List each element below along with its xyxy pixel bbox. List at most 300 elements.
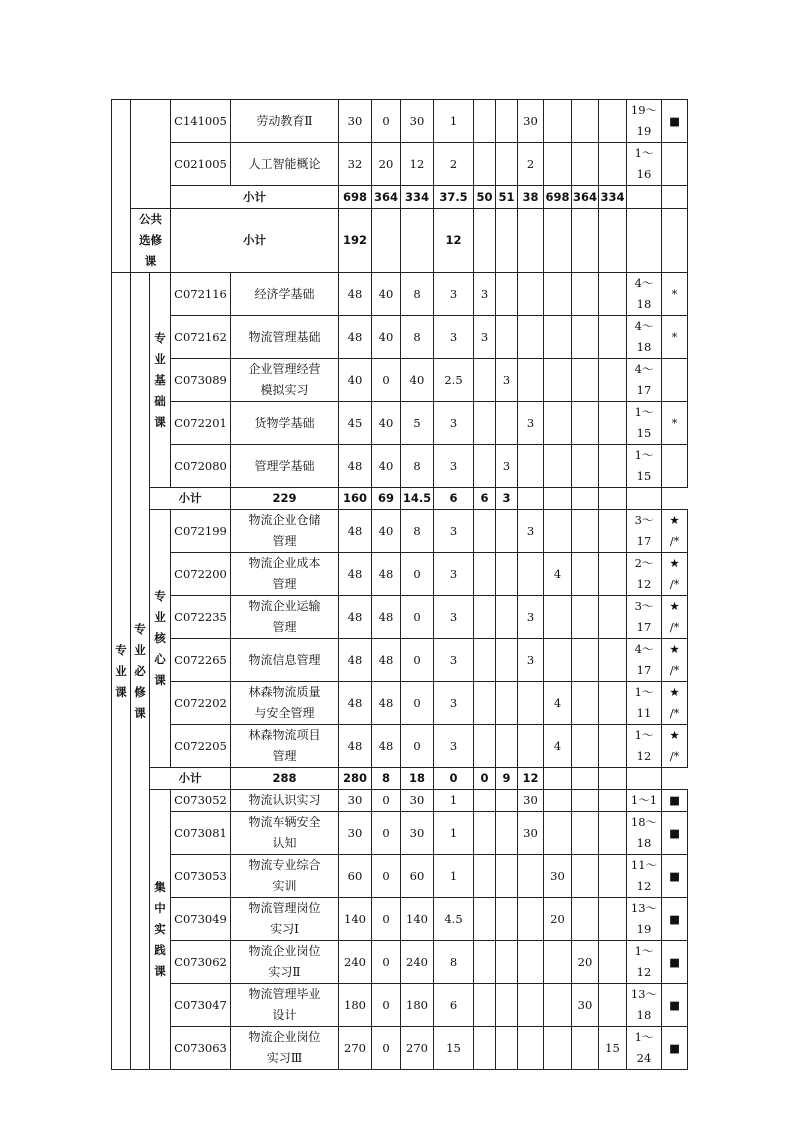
- semester-6-hours: [599, 359, 627, 402]
- semester-5-hours: 30: [572, 984, 599, 1027]
- practice-hours: 0: [401, 639, 434, 682]
- semester-4-hours: [544, 941, 572, 984]
- semester-4-hours: [544, 639, 572, 682]
- week-range: 1～1: [627, 790, 662, 812]
- semester-3-hours: [518, 682, 544, 725]
- remark: ★ /*: [662, 553, 688, 596]
- semester-3-hours: [518, 445, 544, 488]
- course-name: 物流企业成本 管理: [231, 553, 339, 596]
- semester-1-hours: [474, 639, 496, 682]
- semester-3-hours: [518, 316, 544, 359]
- table-row: [112, 984, 688, 1027]
- course-code: C072205: [171, 725, 231, 768]
- week-range: 3～ 17: [627, 510, 662, 553]
- semester-6-hours: [599, 984, 627, 1027]
- semester-3-hours: [518, 855, 544, 898]
- week-range: 1～ 11: [627, 682, 662, 725]
- course-code: C073053: [171, 855, 231, 898]
- practice-hours: 180: [401, 984, 434, 1027]
- semester-2-hours: [496, 941, 518, 984]
- semester-4-hours: [544, 359, 572, 402]
- course-code: C073062: [171, 941, 231, 984]
- semester-4-hours: 20: [544, 898, 572, 941]
- semester-1-hours: [474, 790, 496, 812]
- semester-1-hours: [474, 725, 496, 768]
- total-hours: 30: [339, 790, 372, 812]
- course-code: C072199: [171, 510, 231, 553]
- table-row: [112, 898, 688, 941]
- semester-5-hours: [572, 682, 599, 725]
- table-row: [112, 100, 688, 143]
- group-practice: 集 中 实 践 课: [150, 790, 171, 1070]
- semester-1-hours: [474, 100, 496, 143]
- remark: ■: [662, 790, 688, 812]
- credits: 3: [434, 596, 474, 639]
- total-hours: 48: [339, 445, 372, 488]
- semester-2-hours: [496, 725, 518, 768]
- total-hours: 60: [339, 855, 372, 898]
- elective-subtotal-s1: [474, 209, 496, 273]
- semester-6-hours: [599, 855, 627, 898]
- semester-4-hours: [544, 402, 572, 445]
- table-row: [112, 402, 688, 445]
- total-hours: 48: [339, 273, 372, 316]
- semester-4-hours: [544, 812, 572, 855]
- remark: *: [662, 316, 688, 359]
- semester-6-hours: [599, 941, 627, 984]
- semester-6-hours: [599, 273, 627, 316]
- theory-hours: 40: [372, 402, 401, 445]
- semester-5-hours: [572, 725, 599, 768]
- semester-3-hours: [518, 273, 544, 316]
- week-range: 1～ 12: [627, 941, 662, 984]
- course-name: 物流管理毕业 设计: [231, 984, 339, 1027]
- course-code: C073052: [171, 790, 231, 812]
- core-subtotal-label: 小计: [150, 768, 231, 790]
- semester-4-hours: [544, 596, 572, 639]
- remark: ★ /*: [662, 596, 688, 639]
- practice-hours: 5: [401, 402, 434, 445]
- practice-hours: 60: [401, 855, 434, 898]
- semester-5-hours: [572, 812, 599, 855]
- semester-6-hours: [599, 596, 627, 639]
- elective-subtotal-s5: [572, 209, 599, 273]
- theory-hours: 0: [372, 941, 401, 984]
- remark: [662, 143, 688, 186]
- core-subtotal-s4: 12: [518, 768, 544, 790]
- semester-2-hours: [496, 639, 518, 682]
- semester-1-hours: [474, 682, 496, 725]
- remark: ★ /*: [662, 639, 688, 682]
- semester-2-hours: [496, 984, 518, 1027]
- credits: 15: [434, 1027, 474, 1070]
- elective-subtotal-remark: [662, 209, 688, 273]
- week-range: 1～ 15: [627, 445, 662, 488]
- core-subtotal-s5: [544, 768, 572, 790]
- basic-subtotal-s1: 6: [434, 488, 474, 510]
- course-code: C072265: [171, 639, 231, 682]
- week-range: 19～ 19: [627, 100, 662, 143]
- semester-5-hours: [572, 273, 599, 316]
- total-hours: 30: [339, 100, 372, 143]
- semester-2-hours: [496, 898, 518, 941]
- course-code: C072162: [171, 316, 231, 359]
- total-hours: 270: [339, 1027, 372, 1070]
- semester-2-hours: [496, 100, 518, 143]
- course-code: C072116: [171, 273, 231, 316]
- course-code: C072200: [171, 553, 231, 596]
- semester-4-hours: [544, 510, 572, 553]
- week-range: 1～ 16: [627, 143, 662, 186]
- table-row: [112, 359, 688, 402]
- theory-hours: 48: [372, 682, 401, 725]
- week-range: 4～ 17: [627, 639, 662, 682]
- elective-subtotal-practice: [401, 209, 434, 273]
- credits: 1: [434, 100, 474, 143]
- table-row: [112, 790, 688, 812]
- semester-3-hours: [518, 1027, 544, 1070]
- theory-hours: 0: [372, 855, 401, 898]
- course-name: 物流信息管理: [231, 639, 339, 682]
- core-subtotal-credits: 18: [401, 768, 434, 790]
- basic-subtotal-s5: [544, 488, 572, 510]
- semester-6-hours: [599, 445, 627, 488]
- semester-6-hours: [599, 682, 627, 725]
- theory-hours: 0: [372, 984, 401, 1027]
- public-subtotal-s5: 364: [572, 186, 599, 209]
- course-name: 物流企业运输 管理: [231, 596, 339, 639]
- credits: 3: [434, 273, 474, 316]
- credits: 3: [434, 402, 474, 445]
- theory-hours: 20: [372, 143, 401, 186]
- course-name: 企业管理经营 模拟实习: [231, 359, 339, 402]
- basic-subtotal-credits: 14.5: [401, 488, 434, 510]
- semester-4-hours: 4: [544, 682, 572, 725]
- semester-6-hours: [599, 143, 627, 186]
- course-code: C072201: [171, 402, 231, 445]
- course-name: 劳动教育Ⅱ: [231, 100, 339, 143]
- week-range: 1～ 15: [627, 402, 662, 445]
- course-code: C073047: [171, 984, 231, 1027]
- remark: ■: [662, 100, 688, 143]
- credits: 8: [434, 941, 474, 984]
- practice-hours: 0: [401, 725, 434, 768]
- group-major-basic: 专 业 基 础 课: [150, 273, 171, 488]
- table-row: [112, 855, 688, 898]
- semester-1-hours: 3: [474, 273, 496, 316]
- practice-hours: 0: [401, 553, 434, 596]
- practice-hours: 140: [401, 898, 434, 941]
- semester-4-hours: [544, 790, 572, 812]
- basic-subtotal-practice: 69: [372, 488, 401, 510]
- theory-hours: 0: [372, 812, 401, 855]
- course-name: 物流专业综合 实训: [231, 855, 339, 898]
- week-range: 4～ 18: [627, 273, 662, 316]
- practice-hours: 30: [401, 790, 434, 812]
- practice-hours: 8: [401, 510, 434, 553]
- remark: ■: [662, 1027, 688, 1070]
- theory-hours: 0: [372, 790, 401, 812]
- practice-hours: 30: [401, 812, 434, 855]
- week-range: 4～ 18: [627, 316, 662, 359]
- table-row: [112, 143, 688, 186]
- semester-4-hours: [544, 984, 572, 1027]
- theory-hours: 48: [372, 596, 401, 639]
- core-subtotal-s1: 0: [434, 768, 474, 790]
- week-range: 18～ 18: [627, 812, 662, 855]
- remark: ■: [662, 898, 688, 941]
- semester-6-hours: [599, 790, 627, 812]
- remark: [662, 359, 688, 402]
- semester-5-hours: [572, 790, 599, 812]
- semester-5-hours: [572, 510, 599, 553]
- total-hours: 48: [339, 316, 372, 359]
- semester-6-hours: [599, 725, 627, 768]
- semester-4-hours: [544, 316, 572, 359]
- credits: 6: [434, 984, 474, 1027]
- remark: ■: [662, 812, 688, 855]
- credits: 3: [434, 639, 474, 682]
- total-hours: 48: [339, 725, 372, 768]
- theory-hours: 40: [372, 445, 401, 488]
- credits: 2.5: [434, 359, 474, 402]
- category-major: 专 业 课: [112, 273, 131, 1070]
- group-major-core: 专 业 核 心 课: [150, 510, 171, 768]
- basic-subtotal-label: 小计: [150, 488, 231, 510]
- semester-3-hours: [518, 553, 544, 596]
- theory-hours: 40: [372, 273, 401, 316]
- core-subtotal-weeks: [599, 768, 627, 790]
- semester-1-hours: [474, 1027, 496, 1070]
- core-subtotal-s3: 9: [496, 768, 518, 790]
- credits: 3: [434, 510, 474, 553]
- semester-4-hours: 30: [544, 855, 572, 898]
- table-row: [112, 273, 688, 316]
- semester-2-hours: [496, 812, 518, 855]
- semester-2-hours: [496, 402, 518, 445]
- elective-subtotal-theory: [372, 209, 401, 273]
- week-range: 13～ 18: [627, 984, 662, 1027]
- public-subtotal-weeks: [627, 186, 662, 209]
- semester-4-hours: [544, 1027, 572, 1070]
- elective-subtotal-credits: 12: [434, 209, 474, 273]
- semester-2-hours: [496, 596, 518, 639]
- course-name: 林森物流质量 与安全管理: [231, 682, 339, 725]
- course-name: 经济学基础: [231, 273, 339, 316]
- semester-5-hours: [572, 596, 599, 639]
- semester-4-hours: [544, 143, 572, 186]
- semester-3-hours: [518, 725, 544, 768]
- total-hours: 40: [339, 359, 372, 402]
- semester-1-hours: [474, 143, 496, 186]
- table-row: [112, 682, 688, 725]
- category-public-blank: [112, 100, 131, 273]
- theory-hours: 48: [372, 553, 401, 596]
- credits: 3: [434, 725, 474, 768]
- basic-subtotal-s4: [518, 488, 544, 510]
- semester-1-hours: [474, 898, 496, 941]
- semester-1-hours: [474, 445, 496, 488]
- public-subtotal-total: 698: [339, 186, 372, 209]
- category-public-elective: 公共 选修 课: [131, 209, 171, 273]
- remark: *: [662, 273, 688, 316]
- semester-3-hours: 3: [518, 639, 544, 682]
- week-range: 13～ 19: [627, 898, 662, 941]
- semester-6-hours: [599, 510, 627, 553]
- week-range: 2～ 12: [627, 553, 662, 596]
- table-row: [112, 510, 688, 553]
- semester-3-hours: [518, 941, 544, 984]
- theory-hours: 0: [372, 359, 401, 402]
- semester-3-hours: 3: [518, 596, 544, 639]
- semester-6-hours: [599, 100, 627, 143]
- basic-subtotal-s2: 6: [474, 488, 496, 510]
- remark: ■: [662, 855, 688, 898]
- course-name: 物流车辆安全 认知: [231, 812, 339, 855]
- course-name: 物流企业岗位 实习Ⅱ: [231, 941, 339, 984]
- semester-3-hours: [518, 359, 544, 402]
- course-code: C073089: [171, 359, 231, 402]
- practice-hours: 40: [401, 359, 434, 402]
- table-row: [112, 812, 688, 855]
- total-hours: 48: [339, 553, 372, 596]
- subtotal-row: [112, 768, 688, 790]
- semester-3-hours: 3: [518, 510, 544, 553]
- theory-hours: 48: [372, 725, 401, 768]
- semester-5-hours: [572, 359, 599, 402]
- core-subtotal-practice: 8: [372, 768, 401, 790]
- total-hours: 180: [339, 984, 372, 1027]
- elective-subtotal-s2: [496, 209, 518, 273]
- semester-2-hours: 3: [496, 445, 518, 488]
- semester-5-hours: [572, 553, 599, 596]
- credits: 3: [434, 682, 474, 725]
- remark: ★ /*: [662, 725, 688, 768]
- subtotal-row: [112, 186, 688, 209]
- credits: 1: [434, 790, 474, 812]
- practice-hours: 8: [401, 273, 434, 316]
- credits: 1: [434, 812, 474, 855]
- semester-1-hours: [474, 596, 496, 639]
- remark: ■: [662, 984, 688, 1027]
- semester-3-hours: [518, 898, 544, 941]
- semester-1-hours: [474, 553, 496, 596]
- semester-2-hours: [496, 1027, 518, 1070]
- semester-2-hours: [496, 790, 518, 812]
- semester-3-hours: 30: [518, 812, 544, 855]
- basic-subtotal-theory: 160: [339, 488, 372, 510]
- curriculum-table: [111, 99, 688, 1070]
- public-subtotal-s4: 698: [544, 186, 572, 209]
- theory-hours: 40: [372, 316, 401, 359]
- semester-5-hours: [572, 143, 599, 186]
- semester-1-hours: [474, 359, 496, 402]
- public-subtotal-practice: 334: [401, 186, 434, 209]
- course-name: 物流企业仓储 管理: [231, 510, 339, 553]
- total-hours: 48: [339, 682, 372, 725]
- course-name: 管理学基础: [231, 445, 339, 488]
- semester-4-hours: [544, 445, 572, 488]
- semester-1-hours: [474, 402, 496, 445]
- basic-subtotal-remark: [627, 488, 662, 510]
- semester-2-hours: 3: [496, 359, 518, 402]
- credits: 1: [434, 855, 474, 898]
- semester-5-hours: [572, 1027, 599, 1070]
- week-range: 1～ 12: [627, 725, 662, 768]
- table-row: [112, 941, 688, 984]
- basic-subtotal-weeks: [599, 488, 627, 510]
- practice-hours: 8: [401, 316, 434, 359]
- semester-6-hours: [599, 402, 627, 445]
- semester-2-hours: [496, 316, 518, 359]
- theory-hours: 0: [372, 898, 401, 941]
- semester-6-hours: [599, 639, 627, 682]
- credits: 2: [434, 143, 474, 186]
- subtotal-row: [112, 488, 688, 510]
- core-subtotal-total: 288: [231, 768, 339, 790]
- total-hours: 240: [339, 941, 372, 984]
- elective-subtotal-label: 小计: [171, 209, 339, 273]
- public-subtotal-s3: 38: [518, 186, 544, 209]
- practice-hours: 12: [401, 143, 434, 186]
- course-name: 物流企业岗位 实习Ⅲ: [231, 1027, 339, 1070]
- course-name: 林森物流项目 管理: [231, 725, 339, 768]
- practice-hours: 0: [401, 596, 434, 639]
- remark: ■: [662, 941, 688, 984]
- core-subtotal-s2: 0: [474, 768, 496, 790]
- total-hours: 32: [339, 143, 372, 186]
- table-row: [112, 445, 688, 488]
- semester-1-hours: [474, 812, 496, 855]
- practice-hours: 0: [401, 682, 434, 725]
- semester-5-hours: [572, 445, 599, 488]
- course-name: 物流认识实习: [231, 790, 339, 812]
- public-subtotal-theory: 364: [372, 186, 401, 209]
- public-subtotal-s1: 50: [474, 186, 496, 209]
- week-range: 1～ 24: [627, 1027, 662, 1070]
- week-range: 11～ 12: [627, 855, 662, 898]
- semester-3-hours: 3: [518, 402, 544, 445]
- semester-5-hours: [572, 402, 599, 445]
- elective-subtotal-total: 192: [339, 209, 372, 273]
- practice-hours: 240: [401, 941, 434, 984]
- semester-2-hours: [496, 273, 518, 316]
- public-subtotal-s2: 51: [496, 186, 518, 209]
- semester-2-hours: [496, 682, 518, 725]
- semester-5-hours: [572, 316, 599, 359]
- semester-4-hours: [544, 273, 572, 316]
- table-row: [112, 639, 688, 682]
- semester-6-hours: [599, 316, 627, 359]
- semester-5-hours: [572, 100, 599, 143]
- semester-1-hours: [474, 941, 496, 984]
- core-subtotal-remark: [627, 768, 662, 790]
- table-body: [112, 100, 688, 1070]
- table-row: [112, 1027, 688, 1070]
- practice-hours: 270: [401, 1027, 434, 1070]
- core-subtotal-theory: 280: [339, 768, 372, 790]
- theory-hours: 48: [372, 639, 401, 682]
- remark: *: [662, 402, 688, 445]
- basic-subtotal-s3: 3: [496, 488, 518, 510]
- theory-hours: 0: [372, 1027, 401, 1070]
- credits: 4.5: [434, 898, 474, 941]
- total-hours: 48: [339, 596, 372, 639]
- credits: 3: [434, 445, 474, 488]
- subcategory-public-blank: [131, 100, 171, 209]
- course-name: 货物学基础: [231, 402, 339, 445]
- semester-2-hours: [496, 510, 518, 553]
